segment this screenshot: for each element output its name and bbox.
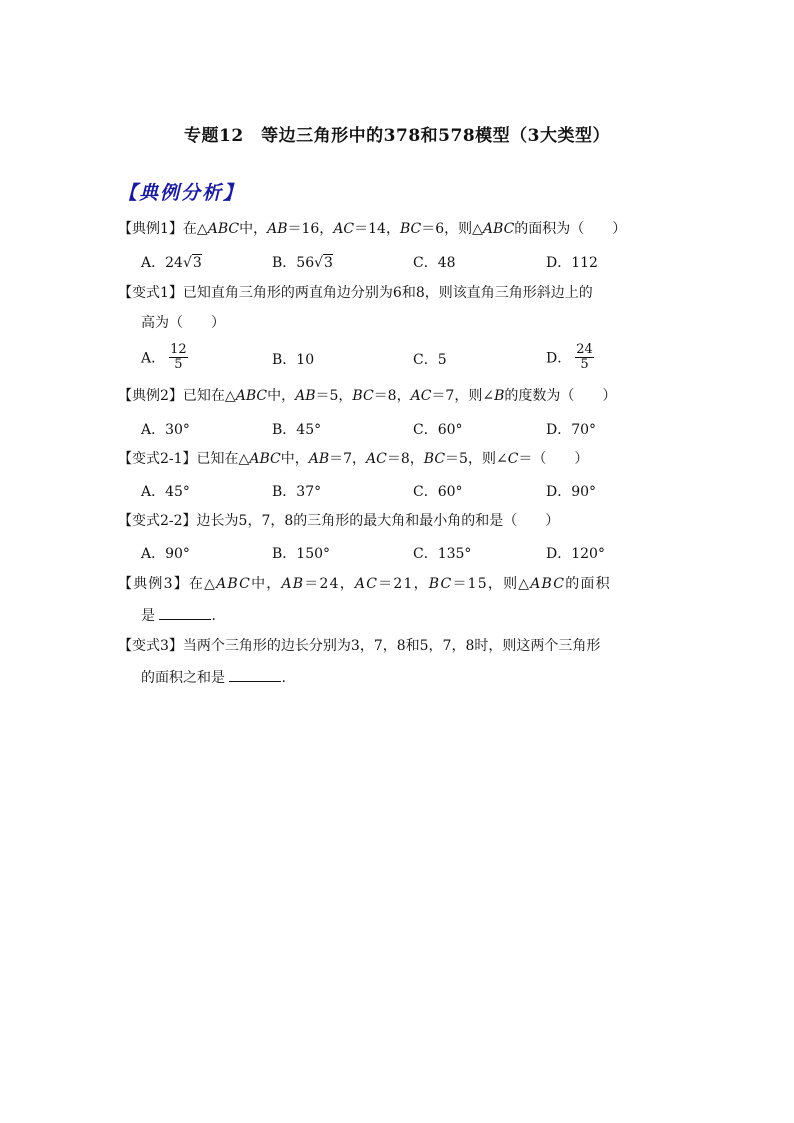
page-title: 专题12 等边三角形中的378和578模型（3大类型）: [184, 126, 610, 146]
option-d[interactable]: D．112: [546, 255, 598, 271]
variant-1-question: 【变式1】已知直角三角形的两直角边分别为6和8，则该直角三角形斜边上的: [118, 285, 593, 301]
example-2-tag: 【典例2】: [118, 388, 183, 404]
option-b[interactable]: B．45°: [272, 422, 322, 438]
variant-2-1-tag: 【变式2-1】: [118, 451, 197, 467]
option-b[interactable]: B．56√3: [272, 255, 333, 271]
option-c[interactable]: C．60°: [413, 484, 463, 500]
variant-3-question: 【变式3】当两个三角形的边长分别为3，7，8和5，7，8时，则这两个三角形: [118, 638, 601, 654]
variant-3-tag: 【变式3】: [118, 638, 183, 654]
option-c[interactable]: C．48: [413, 255, 456, 271]
option-c[interactable]: C．135°: [413, 546, 472, 562]
option-a[interactable]: A．24√3: [141, 255, 202, 271]
example-1-question: 【典例1】在△ABC中，AB＝16，AC＝14，BC＝6，则△ABC的面积为（ ）: [118, 221, 627, 237]
option-d[interactable]: D． $\frac{24}{5}$: [546, 342, 593, 372]
variant-2-1-question: 【变式2-1】已知在△ABC中，AB＝7，AC＝8，BC＝5，则∠C＝（ ）: [118, 451, 589, 467]
variant-1-options: [141, 343, 701, 379]
variant-1-tag: 【变式1】: [118, 285, 183, 301]
example-3-question: 【典例3】在△ABC中，AB＝24，AC＝21，BC＝15，则△ABC的面积: [118, 576, 611, 592]
variant-1-question-cont: 高为（ ）: [141, 315, 225, 331]
section-heading: 【典例分析】: [118, 182, 245, 204]
variant-2-2-options: [141, 543, 701, 567]
option-a[interactable]: A．45°: [141, 484, 190, 500]
option-d[interactable]: D．70°: [546, 422, 597, 438]
option-a[interactable]: A．90°: [141, 546, 190, 562]
example-3-tag: 【典例3】: [118, 576, 189, 592]
example-3-question-cont: 是 .: [141, 605, 216, 626]
option-d[interactable]: D．90°: [546, 484, 597, 500]
option-a[interactable]: A． $\frac{12}{5}$: [141, 342, 187, 372]
variant-3-question-cont: 的面积之和是 .: [141, 667, 286, 688]
option-b[interactable]: B．10: [272, 352, 315, 368]
option-d[interactable]: D．120°: [546, 546, 605, 562]
option-a[interactable]: A．30°: [141, 422, 190, 438]
example-1-tag: 【典例1】: [118, 221, 183, 237]
option-b[interactable]: B．37°: [272, 484, 322, 500]
example-2-options: [141, 419, 701, 443]
option-c[interactable]: C．60°: [413, 422, 463, 438]
example-2-question: 【典例2】已知在△ABC中，AB＝5，BC＝8，AC＝7，则∠B的度数为（ ）: [118, 388, 617, 404]
variant-2-2-tag: 【变式2-2】: [118, 513, 197, 529]
variant-2-2-question: 【变式2-2】边长为5，7，8的三角形的最大角和最小角的和是（ ）: [118, 513, 560, 529]
example-1-options: [141, 252, 701, 276]
answer-blank[interactable]: [229, 667, 281, 682]
answer-blank[interactable]: [159, 605, 211, 620]
variant-2-1-options: [141, 481, 701, 505]
option-c[interactable]: C．5: [413, 352, 447, 368]
option-b[interactable]: B．150°: [272, 546, 331, 562]
